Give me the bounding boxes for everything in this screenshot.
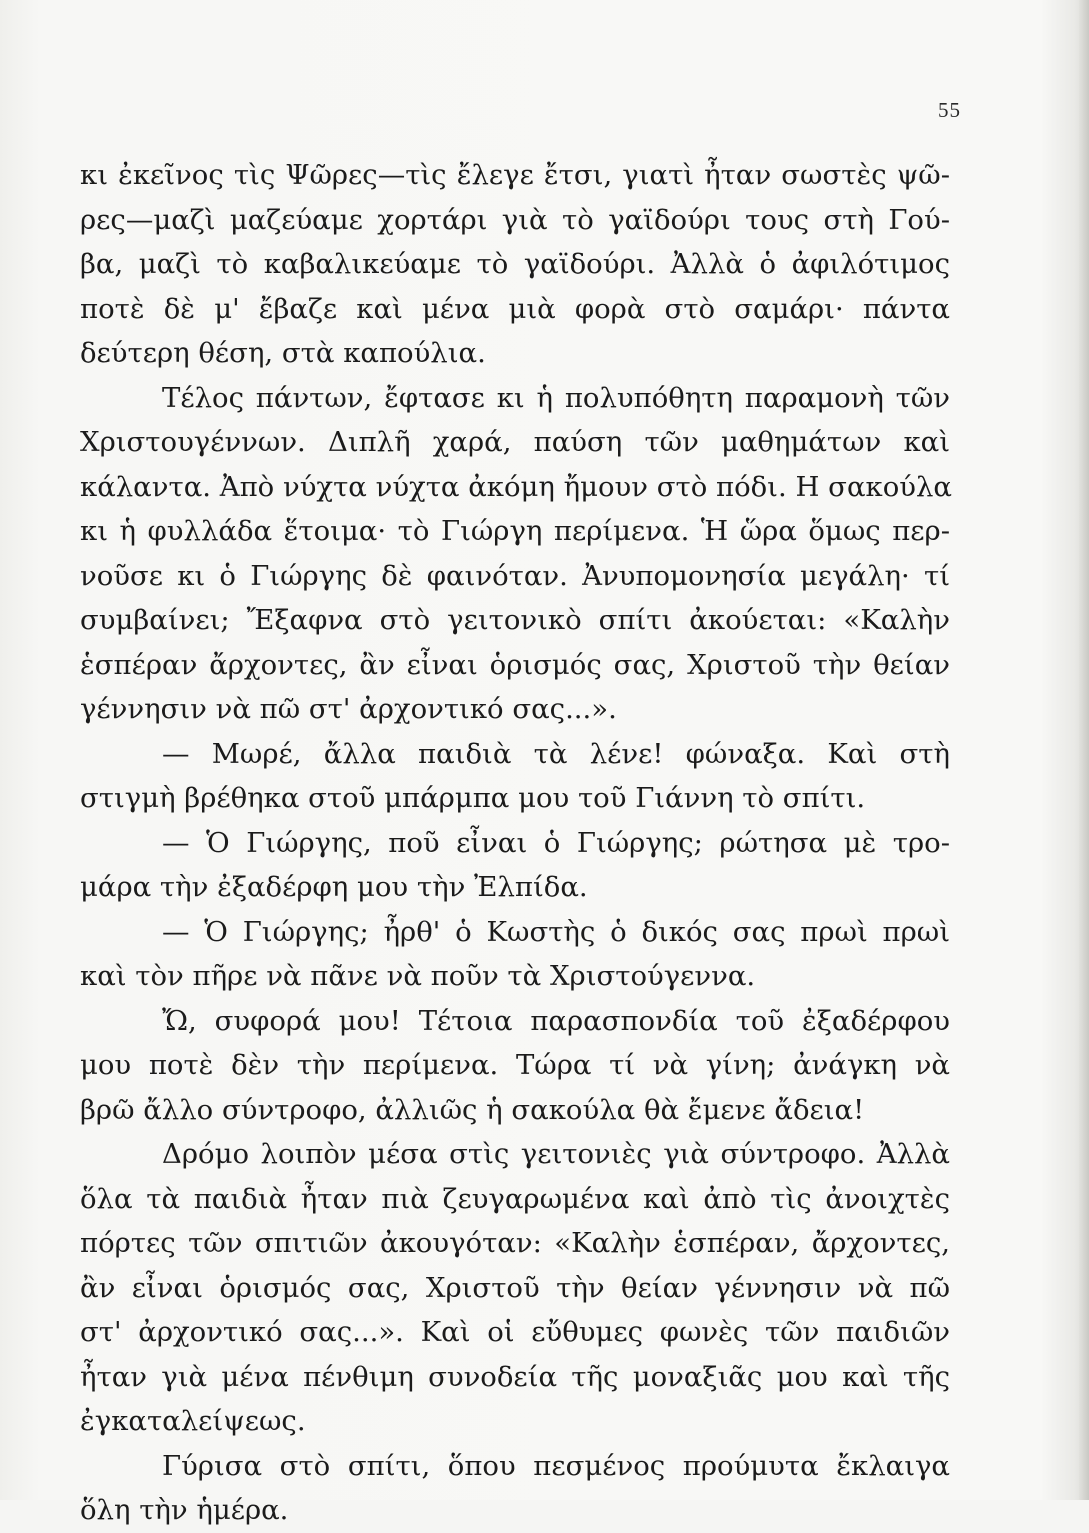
text-line: ἐγκαταλείψεως.	[80, 1405, 306, 1437]
text-line: πόρτες τῶν σπιτιῶν ἀκουγόταν: «Καλὴν ἑσπέραν, ἄρχοντες,	[80, 1227, 950, 1259]
text-line: βρῶ ἄλλο σύντροφο, ἀλλιῶς ἡ σακούλα θὰ ἔμενε ἄδεια!	[80, 1093, 865, 1126]
text-line: Τέλος πάντων, ἔφτασε κι ἡ πολυπόθητη παραμονὴ τῶν	[162, 381, 950, 414]
text-line: ποτὲ δὲ μ' ἔβαζε καὶ μένα μιὰ φορὰ στὸ σαμάρι· πάντα	[80, 292, 950, 325]
text-line: ἑσπέραν ἄρχοντες, ἂν εἶναι ὁρισμός σας, Χριστοῦ τὴν θείαν	[80, 648, 950, 681]
text-line: ρες—μαζὶ μαζεύαμε χορτάρι γιὰ τὸ γαϊδούρι τους στὴ Γού-	[80, 203, 950, 236]
page-number: 55	[938, 98, 961, 122]
text-line: συμβαίνει; Ἔξαφνα στὸ γειτονικὸ σπίτι ἀκούεται: «Καλὴν	[80, 604, 950, 636]
text-line: — Μωρέ, ἄλλα παιδιὰ τὰ λένε! φώναξα. Καὶ στὴ	[162, 737, 950, 770]
text-line: στιγμὴ βρέθηκα στοῦ μπάρμπα μου τοῦ Γιάννη τὸ σπίτι.	[80, 782, 866, 814]
text-line: Γύρισα στὸ σπίτι, ὅπου πεσμένος προύμυτα ἔκλαιγα	[162, 1449, 950, 1482]
body-text	[80, 153, 950, 1533]
text-line: Χριστουγέννων. Διπλῆ χαρά, παύση τῶν μαθημάτων καὶ	[80, 426, 950, 458]
text-line: βα, μαζὶ τὸ καβαλικεύαμε τὸ γαϊδούρι. Ἀλλὰ ὁ ἀφιλότιμος	[80, 248, 950, 280]
text-line: κάλαντα. Ἀπὸ νύχτα νύχτα ἀκόμη ἤμουν στὸ πόδι. Η σακούλα	[80, 470, 952, 503]
text-line: Ὤ, συφορά μου! Τέτοια παρασπονδία τοῦ ἐξαδέρφου	[162, 1004, 950, 1037]
text-line: στ' ἀρχοντικό σας...». Καὶ οἱ εὔθυμες φωνὲς τῶν παιδιῶν	[80, 1316, 950, 1348]
text-line: — Ὁ Γιώργης, ποῦ εἶναι ὁ Γιώργης; ρώτησα μὲ τρο-	[162, 826, 950, 859]
text-line: ὅλη τὴν ἡμέρα.	[80, 1494, 289, 1526]
text-line: κι ἐκεῖνος τὶς Ψῶρες—τὶς ἔλεγε ἔτσι, γιατὶ ἦταν σωστὲς ψῶ-	[80, 159, 950, 191]
text-line: καὶ τὸν πῆρε νὰ πᾶνε νὰ ποῦν τὰ Χριστούγεννα.	[80, 960, 756, 992]
text-line: μάρα τὴν ἐξαδέρφη μου τὴν Ἐλπίδα.	[80, 871, 588, 903]
page-spine-shadow	[1079, 0, 1089, 1500]
text-line: Δρόμο λοιπὸν μέσα στὶς γειτονιὲς γιὰ σύντροφο. Ἀλλὰ	[162, 1138, 950, 1170]
text-line: ἦταν γιὰ μένα πένθιμη συνοδεία τῆς μοναξιᾶς μου καὶ τῆς	[80, 1360, 950, 1393]
text-line: ὅλα τὰ παιδιὰ ἦταν πιὰ ζευγαρωμένα καὶ ἀπὸ τὶς ἀνοιχτὲς	[80, 1182, 950, 1215]
text-line: — Ὁ Γιώργης; ἦρθ' ὁ Κωστὴς ὁ δικός σας πρωὶ πρωὶ	[162, 915, 950, 948]
text-line: νοῦσε κι ὁ Γιώργης δὲ φαινόταν. Ἀνυπομονησία μεγάλη· τί	[80, 559, 950, 592]
text-line: κι ἡ φυλλάδα ἕτοιμα· τὸ Γιώργη περίμενα. Ἡ ὥρα ὅμως περ-	[80, 515, 950, 547]
text-line: δεύτερη θέση, στὰ καπούλια.	[80, 337, 486, 369]
text-line: μου ποτὲ δὲν τὴν περίμενα. Τώρα τί νὰ γίνη; ἀνάγκη νὰ	[80, 1049, 950, 1081]
text-line: γέννησιν νὰ πῶ στ' ἀρχοντικό σας...».	[80, 693, 617, 725]
text-line: ἂν εἶναι ὁρισμός σας, Χριστοῦ τὴν θείαν γέννησιν νὰ πῶ	[80, 1271, 950, 1304]
